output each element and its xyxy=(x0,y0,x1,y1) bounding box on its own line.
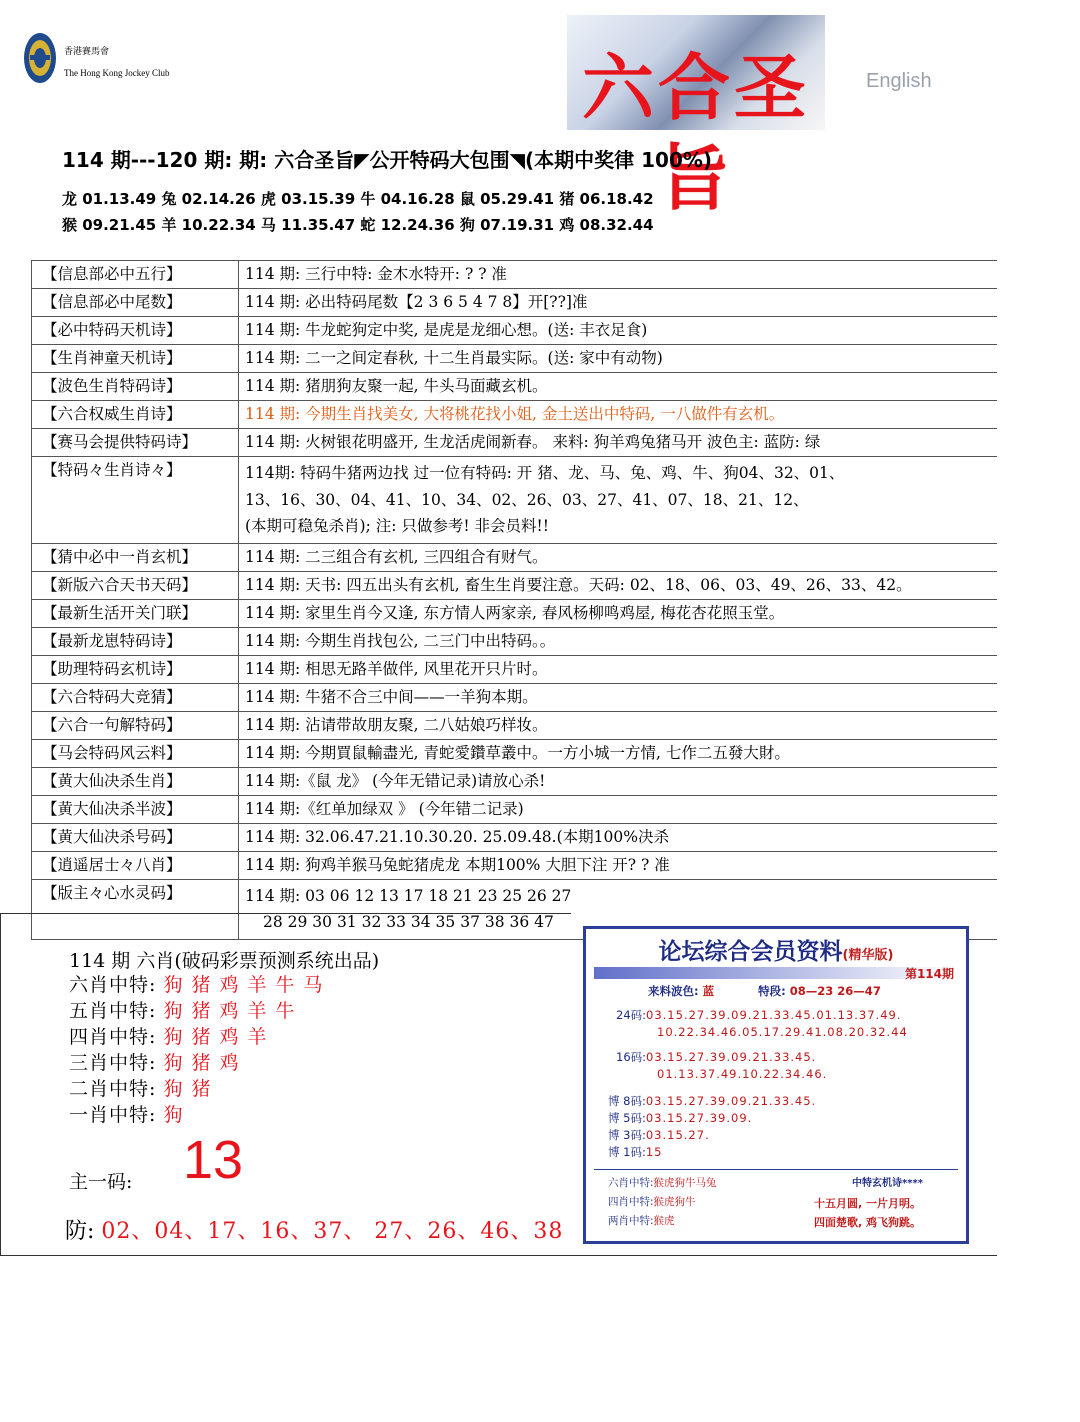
forum-row-numbers: 03.15.27.39.09.21.33.45. xyxy=(646,1050,817,1064)
row-key: 【最新生活开关门联】 xyxy=(32,599,239,627)
six-zodiac-values: 狗猪鸡 xyxy=(163,1052,248,1074)
row-key: 【最新龙崽特码诗】 xyxy=(32,627,239,655)
row-value: 114 期: 天书: 四五出头有玄机, 畜生生肖要注意。天码: 02、18、06、03、49、26、33、42。 xyxy=(239,571,998,599)
six-zodiac-values: 狗猪鸡羊 xyxy=(163,1026,276,1048)
table-row xyxy=(32,711,998,739)
row-key: 【六合特码大竞猜】 xyxy=(32,683,239,711)
row-value: 114 期: 三行中特: 金木水特开: ? ? 准 xyxy=(239,261,998,289)
table-row xyxy=(32,739,998,767)
forum-number-row xyxy=(657,1025,908,1039)
row-value-line: 114 期: 03 06 12 13 17 18 21 23 25 26 27 xyxy=(245,886,572,905)
forum-row-numbers: 01.13.37.49.10.22.34.46. xyxy=(657,1067,828,1081)
row-value-line: 28 29 30 31 32 33 34 35 37 38 36 47 xyxy=(263,913,554,931)
table-row xyxy=(32,795,998,823)
logo-text xyxy=(64,40,170,84)
table-row xyxy=(32,429,998,457)
forum-row-numbers: 10.22.34.46.05.17.29.41.08.20.32.44 xyxy=(657,1025,908,1039)
defense-numbers xyxy=(65,1214,563,1245)
forum-segment-label: 特段: xyxy=(758,984,786,998)
row-value: 114 期: 今期生肖找包公, 二三门中出特码。。 xyxy=(239,627,998,655)
forum-divider xyxy=(594,1169,958,1170)
forum-zodiac-row xyxy=(608,1213,675,1228)
row-key: 【黄大仙决杀号码】 xyxy=(32,823,239,851)
forum-row-label: 博 3码: xyxy=(608,1128,646,1142)
row-key: 【猜中必中一肖玄机】 xyxy=(32,543,239,571)
row-key: 【信息部必中五行】 xyxy=(32,261,239,289)
bottom-divider xyxy=(0,1255,997,1256)
row-key: 【黄大仙决杀半波】 xyxy=(32,795,239,823)
six-zodiac-values: 狗猪鸡羊牛马 xyxy=(163,974,332,996)
english-link[interactable]: English xyxy=(866,70,932,92)
table-row xyxy=(32,261,998,289)
row-value: 114 期: 今期買鼠輸盡光, 青蛇愛鑽草叢中。一方小城一方情, 七作二五發大財。 xyxy=(239,739,998,767)
table-row xyxy=(32,401,998,429)
forum-poem-line: 十五月圆, 一片月明。 xyxy=(814,1197,922,1210)
six-zodiac-label: 一肖中特: xyxy=(69,1104,157,1126)
forum-poem-line: 四面楚歌, 鸡飞狗跳。 xyxy=(814,1216,922,1229)
forum-zodiac-row xyxy=(608,1194,696,1209)
row-key: 【黄大仙决杀生肖】 xyxy=(32,767,239,795)
row-value: 114 期: 火树银花明盛开, 生龙活虎闹新春。 来料: 狗羊鸡兔猪马开 波色主: 蓝防: 绿 xyxy=(239,429,998,457)
six-zodiac-row xyxy=(69,1100,191,1127)
forum-source-value: 蓝 xyxy=(702,984,715,998)
forum-number-row xyxy=(616,1049,816,1065)
forum-zodiac-label: 四肖中特: xyxy=(608,1196,654,1208)
row-value: 114 期: 相思无路羊做伴, 风里花开只片时。 xyxy=(239,655,998,683)
forum-zodiac-label: 两肖中特: xyxy=(608,1215,654,1227)
forum-source-label: 来料波色: xyxy=(648,984,699,998)
row-value: 114 期: 狗鸡羊猴马兔蛇猪虎龙 本期100% 大胆下注 开? ? 准 xyxy=(239,851,998,879)
six-zodiac-values: 狗猪 xyxy=(163,1078,220,1100)
forum-row-label: 24码: xyxy=(616,1008,647,1022)
table-row xyxy=(32,627,998,655)
forum-zodiac-value: 猴虎 xyxy=(653,1215,675,1227)
forum-number-row xyxy=(608,1093,816,1109)
table-row xyxy=(32,571,998,599)
forum-source-line xyxy=(648,983,881,999)
forum-row-numbers: 03.15.27.39.09.21.33.45. xyxy=(645,1094,817,1108)
six-zodiac-row xyxy=(69,996,303,1023)
headline: 114 期---120 期: 期: 六合圣旨◤公开特码大包围◥(本期中奖律 100%) xyxy=(62,148,713,172)
six-zodiac-label: 五肖中特: xyxy=(69,1000,157,1022)
table-row xyxy=(32,543,998,571)
six-zodiac-row xyxy=(69,1048,247,1075)
forum-row-label: 博 1码: xyxy=(608,1145,646,1159)
row-value: 114 期: 今期生肖找美女, 大将桃花找小姐, 金土送出中特码, 一八做件有玄机。 xyxy=(239,401,998,429)
defense-label: 防: xyxy=(65,1219,95,1244)
row-value: 114 期: 牛猪不合三中间——一羊狗本期。 xyxy=(239,683,998,711)
row-value: 114 期: 二一之间定春秋, 十二生肖最实际。(送: 家中有动物) xyxy=(239,345,998,373)
row-key: 【生肖神童天机诗】 xyxy=(32,345,239,373)
forum-title xyxy=(586,933,966,966)
defense-values: 02、04、17、16、37、 27、26、46、38 xyxy=(101,1219,564,1244)
row-key: 【版主々心水灵码】 xyxy=(32,879,239,939)
zodiac-number-line: 猴 09.21.45 羊 10.22.34 马 11.35.47 蛇 12.24.36 狗 07.19.31 鸡 08.32.44 xyxy=(62,216,654,234)
table-row xyxy=(32,683,998,711)
six-zodiac-panel xyxy=(0,913,571,1256)
table-row xyxy=(32,655,998,683)
table-row xyxy=(32,823,998,851)
row-key: 【赛马会提供特码诗】 xyxy=(32,429,239,457)
forum-segment-value: 08—23 26—47 xyxy=(789,984,881,998)
jockey-club-logo-icon xyxy=(22,30,58,86)
logo-text-cn: 香港賽馬會 xyxy=(64,46,110,56)
forum-number-row xyxy=(657,1067,827,1081)
row-key: 【六合权威生肖诗】 xyxy=(32,401,239,429)
six-zodiac-heading: 114 期 六肖(破码彩票预测系统出品) xyxy=(69,950,380,972)
row-value: 114 期: 32.06.47.21.10.30.20. 25.09.48.(本期100%决杀 xyxy=(239,823,998,851)
forum-title-bar xyxy=(594,967,958,979)
row-key: 【逍遥居士々八肖】 xyxy=(32,851,239,879)
six-zodiac-label: 六肖中特: xyxy=(69,974,157,996)
row-value: 114 期: 牛龙蛇狗定中奖, 是虎是龙细心想。(送: 丰衣足食) xyxy=(239,317,998,345)
six-zodiac-label: 三肖中特: xyxy=(69,1052,157,1074)
forum-poem-title: 中特玄机诗**** xyxy=(852,1178,923,1189)
forum-number-row xyxy=(608,1110,752,1126)
six-zodiac-label: 二肖中特: xyxy=(69,1078,157,1100)
forum-row-numbers: 03.15.27.39.09.21.33.45.01.13.37.49. xyxy=(646,1008,902,1022)
forum-member-card xyxy=(583,926,969,1244)
row-value: 114 期: 沾请带故朋友聚, 二八姑娘巧样妆。 xyxy=(239,711,998,739)
forum-issue: 第114期 xyxy=(904,967,954,981)
forum-number-row xyxy=(608,1127,710,1143)
six-zodiac-row xyxy=(69,1022,275,1049)
table-row xyxy=(32,457,998,544)
row-key: 【马会特码风云料】 xyxy=(32,739,239,767)
row-value: 114 期: 家里生肖今又逢, 东方情人两家亲, 春风杨柳鸣鸡屋, 梅花杏花照玉堂。 xyxy=(239,599,998,627)
forum-zodiac-value: 猴虎狗牛马兔 xyxy=(653,1177,717,1189)
main-code-label: 主一码: xyxy=(69,1171,133,1193)
forum-row-label: 博 8码: xyxy=(608,1094,646,1108)
row-key: 【波色生肖特码诗】 xyxy=(32,373,239,401)
row-value: 114 期:《红单加绿双 》 (今年错二记录) xyxy=(239,795,998,823)
row-value: 114 期: 必出特码尾数【2 3 6 5 4 7 8】开[??]准 xyxy=(239,289,998,317)
row-key: 【六合一句解特码】 xyxy=(32,711,239,739)
forum-row-numbers: 03.15.27. xyxy=(645,1128,710,1142)
row-value-line: (本期可稳兔杀肖); 注: 只做参考! 非会员料!! xyxy=(245,517,550,535)
row-value-line: 114期: 特码牛猪两边找 过一位有特码: 开 猪、龙、马、兔、鸡、牛、狗04、32、01、 xyxy=(245,464,845,482)
forum-row-label: 博 5码: xyxy=(608,1111,646,1125)
row-key: 【助理特码玄机诗】 xyxy=(32,655,239,683)
table-row xyxy=(32,289,998,317)
banner-image xyxy=(567,15,825,220)
forum-row-numbers: 15 xyxy=(645,1145,663,1159)
row-key: 【新版六合天书天码】 xyxy=(32,571,239,599)
row-key: 【信息部必中尾数】 xyxy=(32,289,239,317)
row-value: 114 期:《鼠 龙》 (今年无错记录)请放心杀! xyxy=(239,767,998,795)
forum-zodiac-value: 猴虎狗牛 xyxy=(653,1196,696,1208)
forum-edition: (精华版) xyxy=(842,948,894,963)
logo-text-en: The Hong Kong Jockey Club xyxy=(64,68,170,78)
six-zodiac-row xyxy=(69,1074,219,1101)
table-row xyxy=(32,345,998,373)
forum-row-numbers: 03.15.27.39.09. xyxy=(645,1111,753,1125)
row-key: 【特码々生肖诗々】 xyxy=(32,457,239,544)
row-key: 【必中特码天机诗】 xyxy=(32,317,239,345)
forum-zodiac-row xyxy=(608,1175,717,1190)
table-row xyxy=(32,851,998,879)
six-zodiac-label: 四肖中特: xyxy=(69,1026,157,1048)
forum-title-text: 论坛综合会员资料 xyxy=(658,939,843,965)
forum-number-row xyxy=(608,1144,663,1160)
row-value-line: 13、16、30、04、41、10、34、02、26、03、27、41、07、18、21、12、 xyxy=(245,490,809,509)
table-row xyxy=(32,317,998,345)
forum-row-label: 16码: xyxy=(616,1050,647,1064)
six-zodiac-values: 狗猪鸡羊牛 xyxy=(163,1000,304,1022)
zodiac-number-line: 龙 01.13.49 兔 02.14.26 虎 03.15.39 牛 04.16.28 鼠 05.29.41 猪 06.18.42 xyxy=(62,190,654,208)
prediction-table xyxy=(31,260,997,940)
six-zodiac-row xyxy=(69,970,331,997)
forum-number-row xyxy=(616,1007,901,1023)
table-row xyxy=(32,373,998,401)
forum-zodiac-label: 六肖中特: xyxy=(608,1177,654,1189)
table-row xyxy=(32,767,998,795)
row-value: 114 期: 猪朋狗友聚一起, 牛头马面藏玄机。 xyxy=(239,373,998,401)
row-value xyxy=(239,457,998,544)
six-zodiac-values: 狗 xyxy=(163,1104,192,1126)
banner-title: 六合圣旨 xyxy=(581,46,810,220)
main-code: 13 xyxy=(183,1130,244,1190)
table-row xyxy=(32,599,998,627)
row-value: 114 期: 二三组合有玄机, 三四组合有财气。 xyxy=(239,543,998,571)
